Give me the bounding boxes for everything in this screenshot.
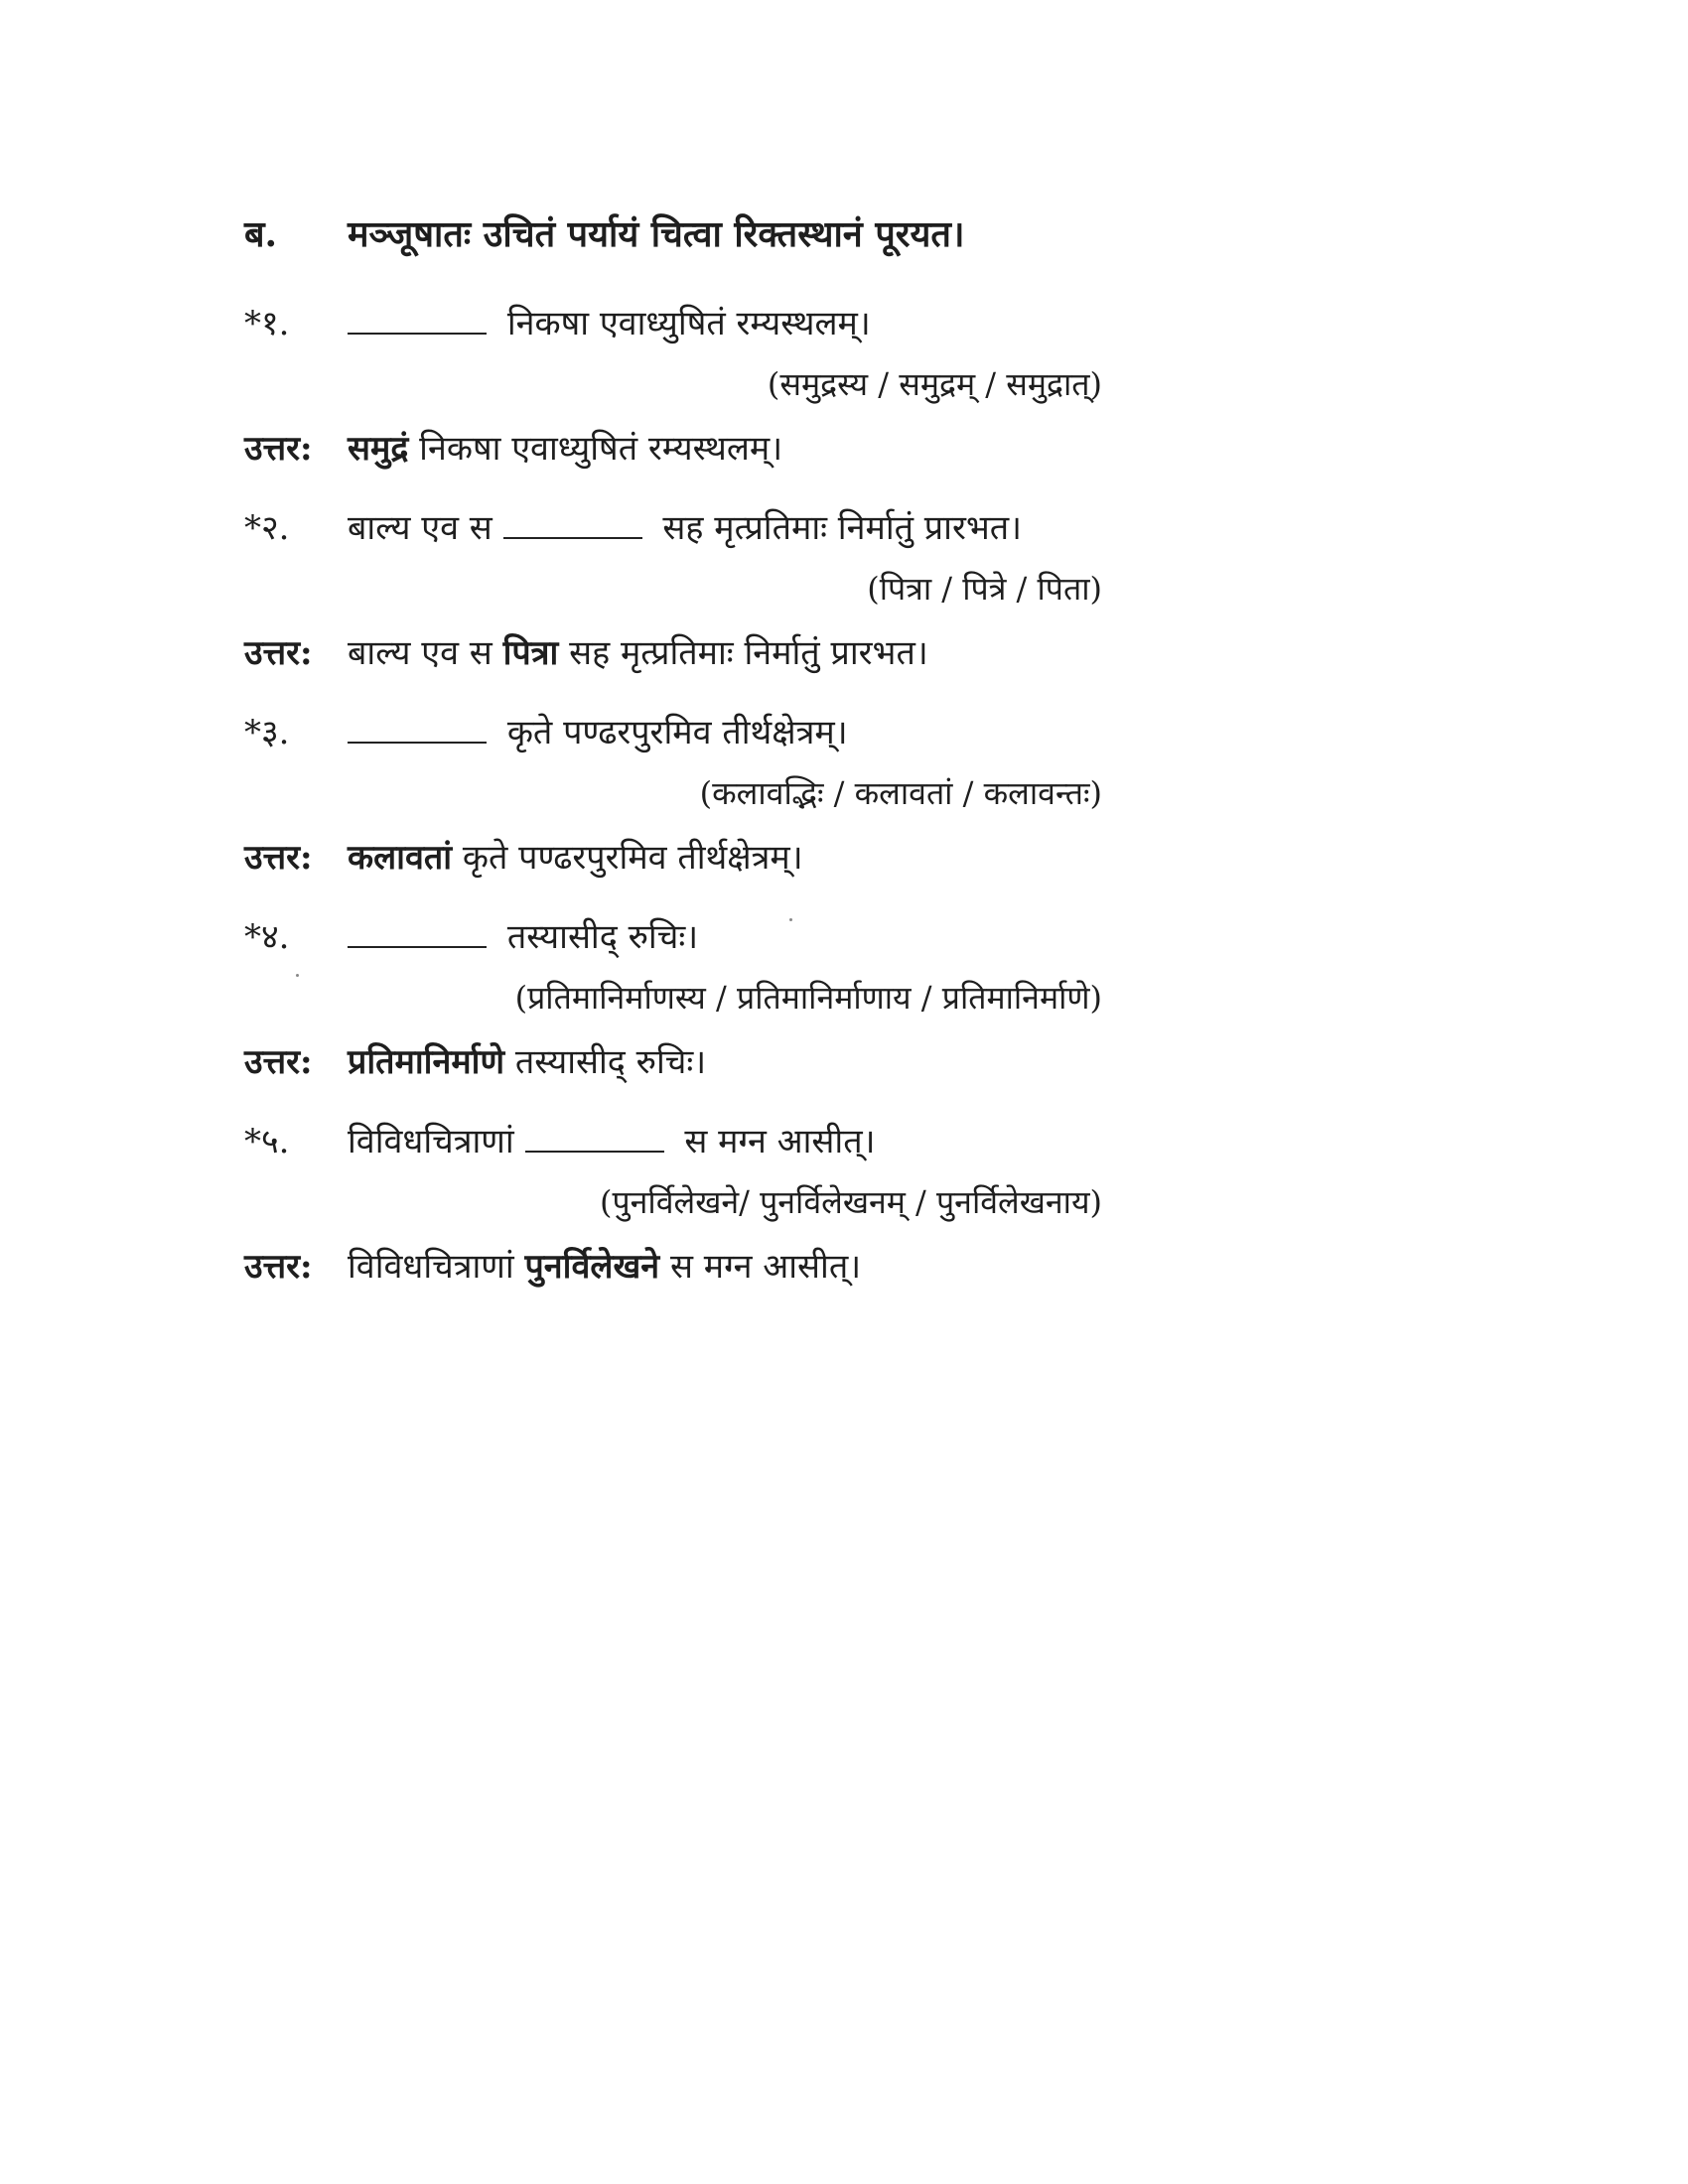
answer-options: (पित्रा / पित्रे / पिता) <box>867 570 1102 608</box>
answer-sentence <box>348 1040 706 1084</box>
question-number: *३. <box>244 713 290 752</box>
answer-after: कृते पण्ढरपुरमिव तीर्थक्षेत्रम्। <box>452 838 803 878</box>
answer-word: पित्रा <box>502 633 559 673</box>
answer-after: निकषा एवाध्युषितं रम्यस्थलम्। <box>408 429 783 469</box>
answer-options: (पुनर्विलेखने/ पुनर्विलेखनम् / पुनर्विलेखनाय) <box>600 1183 1102 1221</box>
answer-options: (प्रतिमानिर्माणस्य / प्रतिमानिर्माणाय / प्रतिमानिर्माणे) <box>514 979 1102 1017</box>
question-sentence <box>348 302 871 345</box>
question-sentence <box>348 915 698 959</box>
question-number: *५. <box>244 1122 290 1161</box>
answer-word: कलावतां <box>348 838 453 878</box>
answer-after: स मग्न आसीत्। <box>659 1247 862 1287</box>
answer-label: उत्तर: <box>244 838 313 878</box>
fill-blank <box>525 1121 664 1153</box>
sentence-after: तस्यासीद् रुचिः। <box>506 917 699 957</box>
sentence-after: कृते पण्ढरपुरमिव तीर्थक्षेत्रम्। <box>506 713 848 752</box>
answer-word: प्रतिमानिर्माणे <box>348 1042 505 1082</box>
answer-word: पुनर्विलेखने <box>524 1247 660 1287</box>
scan-speck <box>296 974 299 977</box>
sentence-after: स मग्न आसीत्। <box>684 1122 876 1161</box>
answer-options: (कलावद्भिः / कलावतां / कलावन्तः) <box>699 774 1102 812</box>
answer-label: उत्तर: <box>244 1247 313 1287</box>
fill-blank <box>348 712 487 744</box>
answer-sentence <box>348 1245 861 1289</box>
question-number: *४. <box>244 917 290 957</box>
answer-before: बाल्य एव स <box>348 633 503 673</box>
sentence-before: बाल्य एव स <box>348 508 492 548</box>
question-number: *२. <box>244 508 290 548</box>
question-number: *१. <box>244 304 290 343</box>
scan-speck <box>789 918 792 921</box>
answer-label: उत्तर: <box>244 633 313 673</box>
answer-after: तस्यासीद् रुचिः। <box>504 1042 707 1082</box>
fill-blank <box>348 916 487 948</box>
question-sentence <box>348 506 1022 550</box>
fill-blank <box>503 507 642 539</box>
answer-word: समुद्रं <box>348 429 409 469</box>
question-sentence <box>348 711 848 754</box>
answer-options: (समुद्रस्य / समुद्रम् / समुद्रात्) <box>767 365 1102 403</box>
answer-sentence <box>348 631 928 675</box>
answer-label: उत्तर: <box>244 1042 313 1082</box>
fill-blank <box>348 303 487 335</box>
sentence-after: सह मृत्प्रतिमाः निर्मातुं प्रारभत। <box>662 508 1023 548</box>
section-label: ब. <box>244 213 278 255</box>
question-sentence <box>348 1120 876 1163</box>
answer-sentence <box>348 427 782 471</box>
section-instruction: मञ्जूषातः उचितं पर्यायं चित्वा रिक्तस्थानं पूरयत। <box>348 213 965 255</box>
answer-after: सह मृत्प्रतिमाः निर्मातुं प्रारभत। <box>558 633 928 673</box>
sentence-before: विविधचित्राणां <box>348 1122 514 1161</box>
answer-label: उत्तर: <box>244 429 313 469</box>
sentence-after: निकषा एवाध्युषितं रम्यस्थलम्। <box>506 304 871 343</box>
answer-sentence <box>348 836 803 880</box>
answer-before: विविधचित्राणां <box>348 1247 525 1287</box>
